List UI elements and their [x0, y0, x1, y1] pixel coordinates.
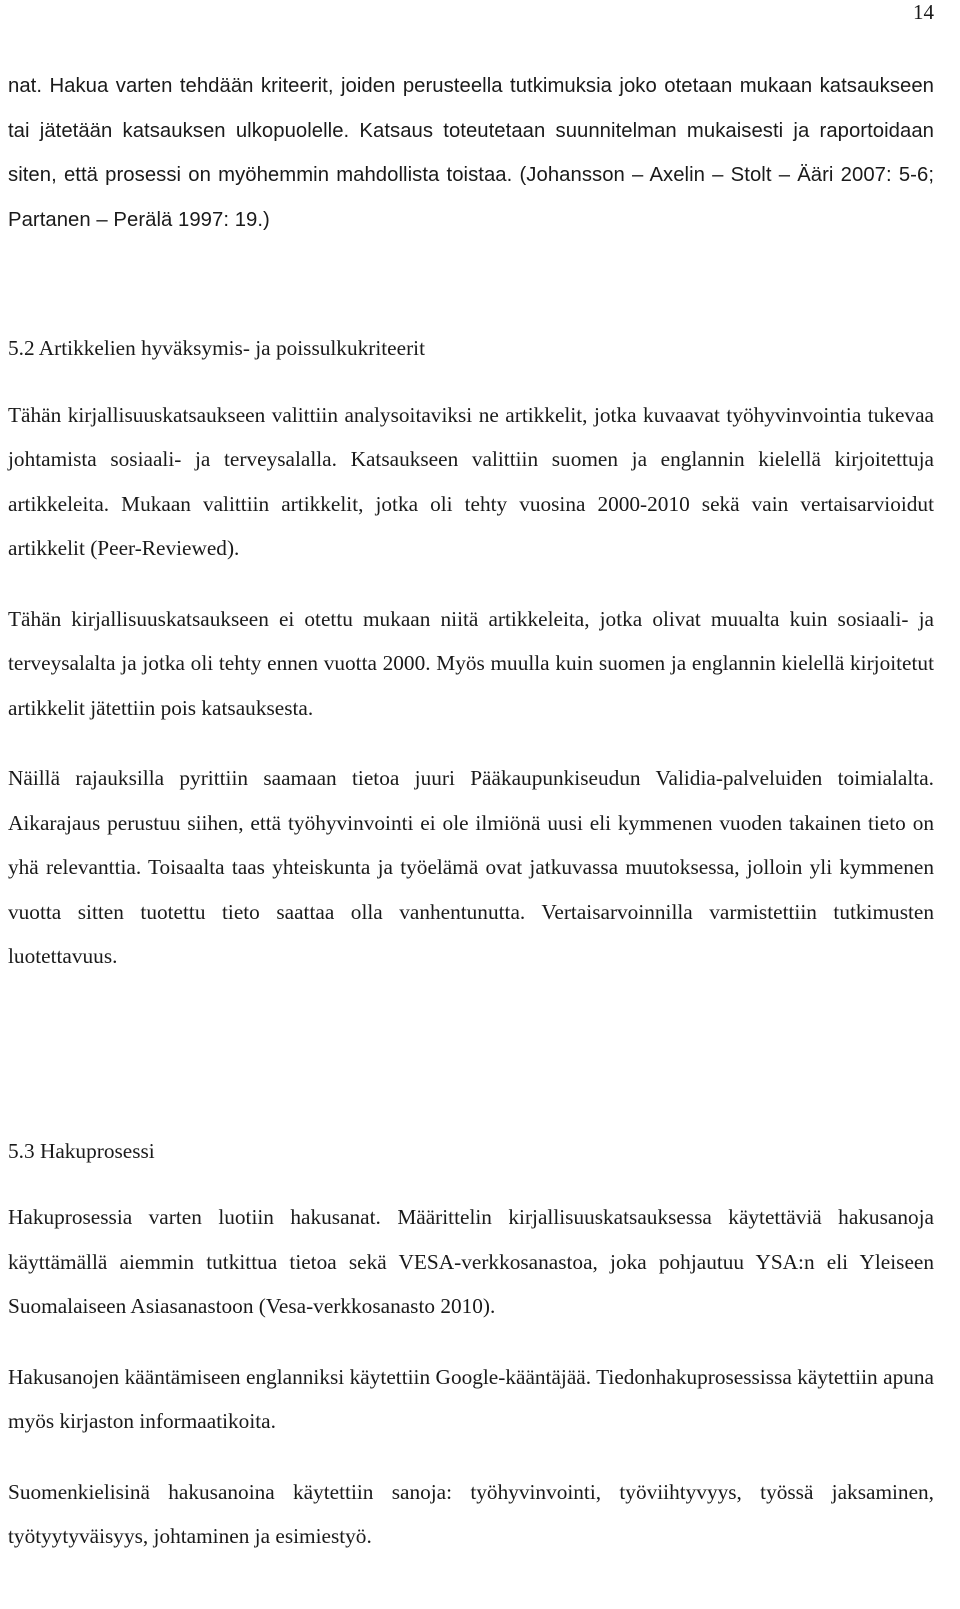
document-body — [8, 64, 934, 1559]
intro-paragraph: nat. Hakua varten tehdään kriteerit, joiden perusteella tutkimuksia joko otetaan mukaan katsaukseen tai jätetään katsauksen ulkopuolelle. Katsaus toteutetaan suunnitelman mukaisesti ja raportoidaan siten, että prosessi on myöhemmin mahdollista toistaa. (Johansson – Axelin – Stolt – Ääri 2007: 5-6; Partanen – Perälä 1997: 19.) — [8, 75, 934, 231]
paragraph-translation: Hakusanojen kääntämiseen englanniksi käytettiin Google-kääntäjää. Tiedonhakuprosessissa käytettiin apuna myös kirjaston informaatikoita. — [8, 1364, 934, 1433]
section-spacer — [8, 979, 934, 1129]
page-number: 14 — [913, 0, 934, 24]
paragraph-inclusion-criteria: Tähän kirjallisuuskatsaukseen valittiin analysoitaviksi ne artikkelit, jotka kuvaavat työhyvinvointia tukevaa johtamista sosiaali- ja terveysalalla. Katsaukseen valittiin suomen ja englannin kielellä kirjoitettuja artikkeleita. Mukaan valittiin artikkelit, jotka oli tehty vuosina 2000-2010 sekä vain vertaisarvioidut artikkelit (Peer-Reviewed). — [8, 402, 934, 560]
section-spacer — [8, 242, 934, 326]
paragraph-search-terms: Hakuprosessia varten luotiin hakusanat. Määrittelin kirjallisuuskatsauksessa käytettäviä hakusanoja käyttämällä aiemmin tutkittua tietoa sekä VESA-verkkosanastoa, joka pohjautuu YSA:n eli Yleiseen Suomalaiseen Asiasanastoon (Vesa-verkkosanasto 2010). — [8, 1205, 934, 1318]
section-heading-5-2: 5.2 Artikkelien hyväksymis- ja poissulkukriteerit — [8, 336, 426, 360]
section-heading-5-3: 5.3 Hakuprosessi — [8, 1138, 155, 1163]
paragraph-exclusion-criteria: Tähän kirjallisuuskatsaukseen ei otettu mukaan niitä artikkeleita, jotka olivat muualta kuin sosiaali- ja terveysalalta ja jotka oli tehty ennen vuotta 2000. Myös muulla kuin suomen ja englannin kielellä kirjoitetut artikkelit jätettiin pois katsauksesta. — [8, 606, 934, 720]
paragraph-finnish-keywords: Suomenkielisinä hakusanoina käytettiin sanoja: työhyvinvointi, työviihtyvyys, työssä jaksaminen, työtyytyväisyys, johtaminen ja esimiestyö. — [8, 1479, 934, 1548]
paragraph-limitations: Näillä rajauksilla pyrittiin saamaan tietoa juuri Pääkaupunkiseudun Validia-palveluiden toimialalta. Aikarajaus perustuu siihen, että työhyvinvointi ei ole ilmiönä uusi eli kymmenen vuoden takainen tieto on yhä relevanttia. Toisaalta taas yhteiskunta ja työelämä ovat jatkuvassa muutoksessa, jolloin yli kymmenen vuotta sitten tuotettu tieto saattaa olla vanhentunutta. Vertaisarvoinnilla varmistettiin tutkimusten luotettavuus. — [8, 766, 934, 968]
